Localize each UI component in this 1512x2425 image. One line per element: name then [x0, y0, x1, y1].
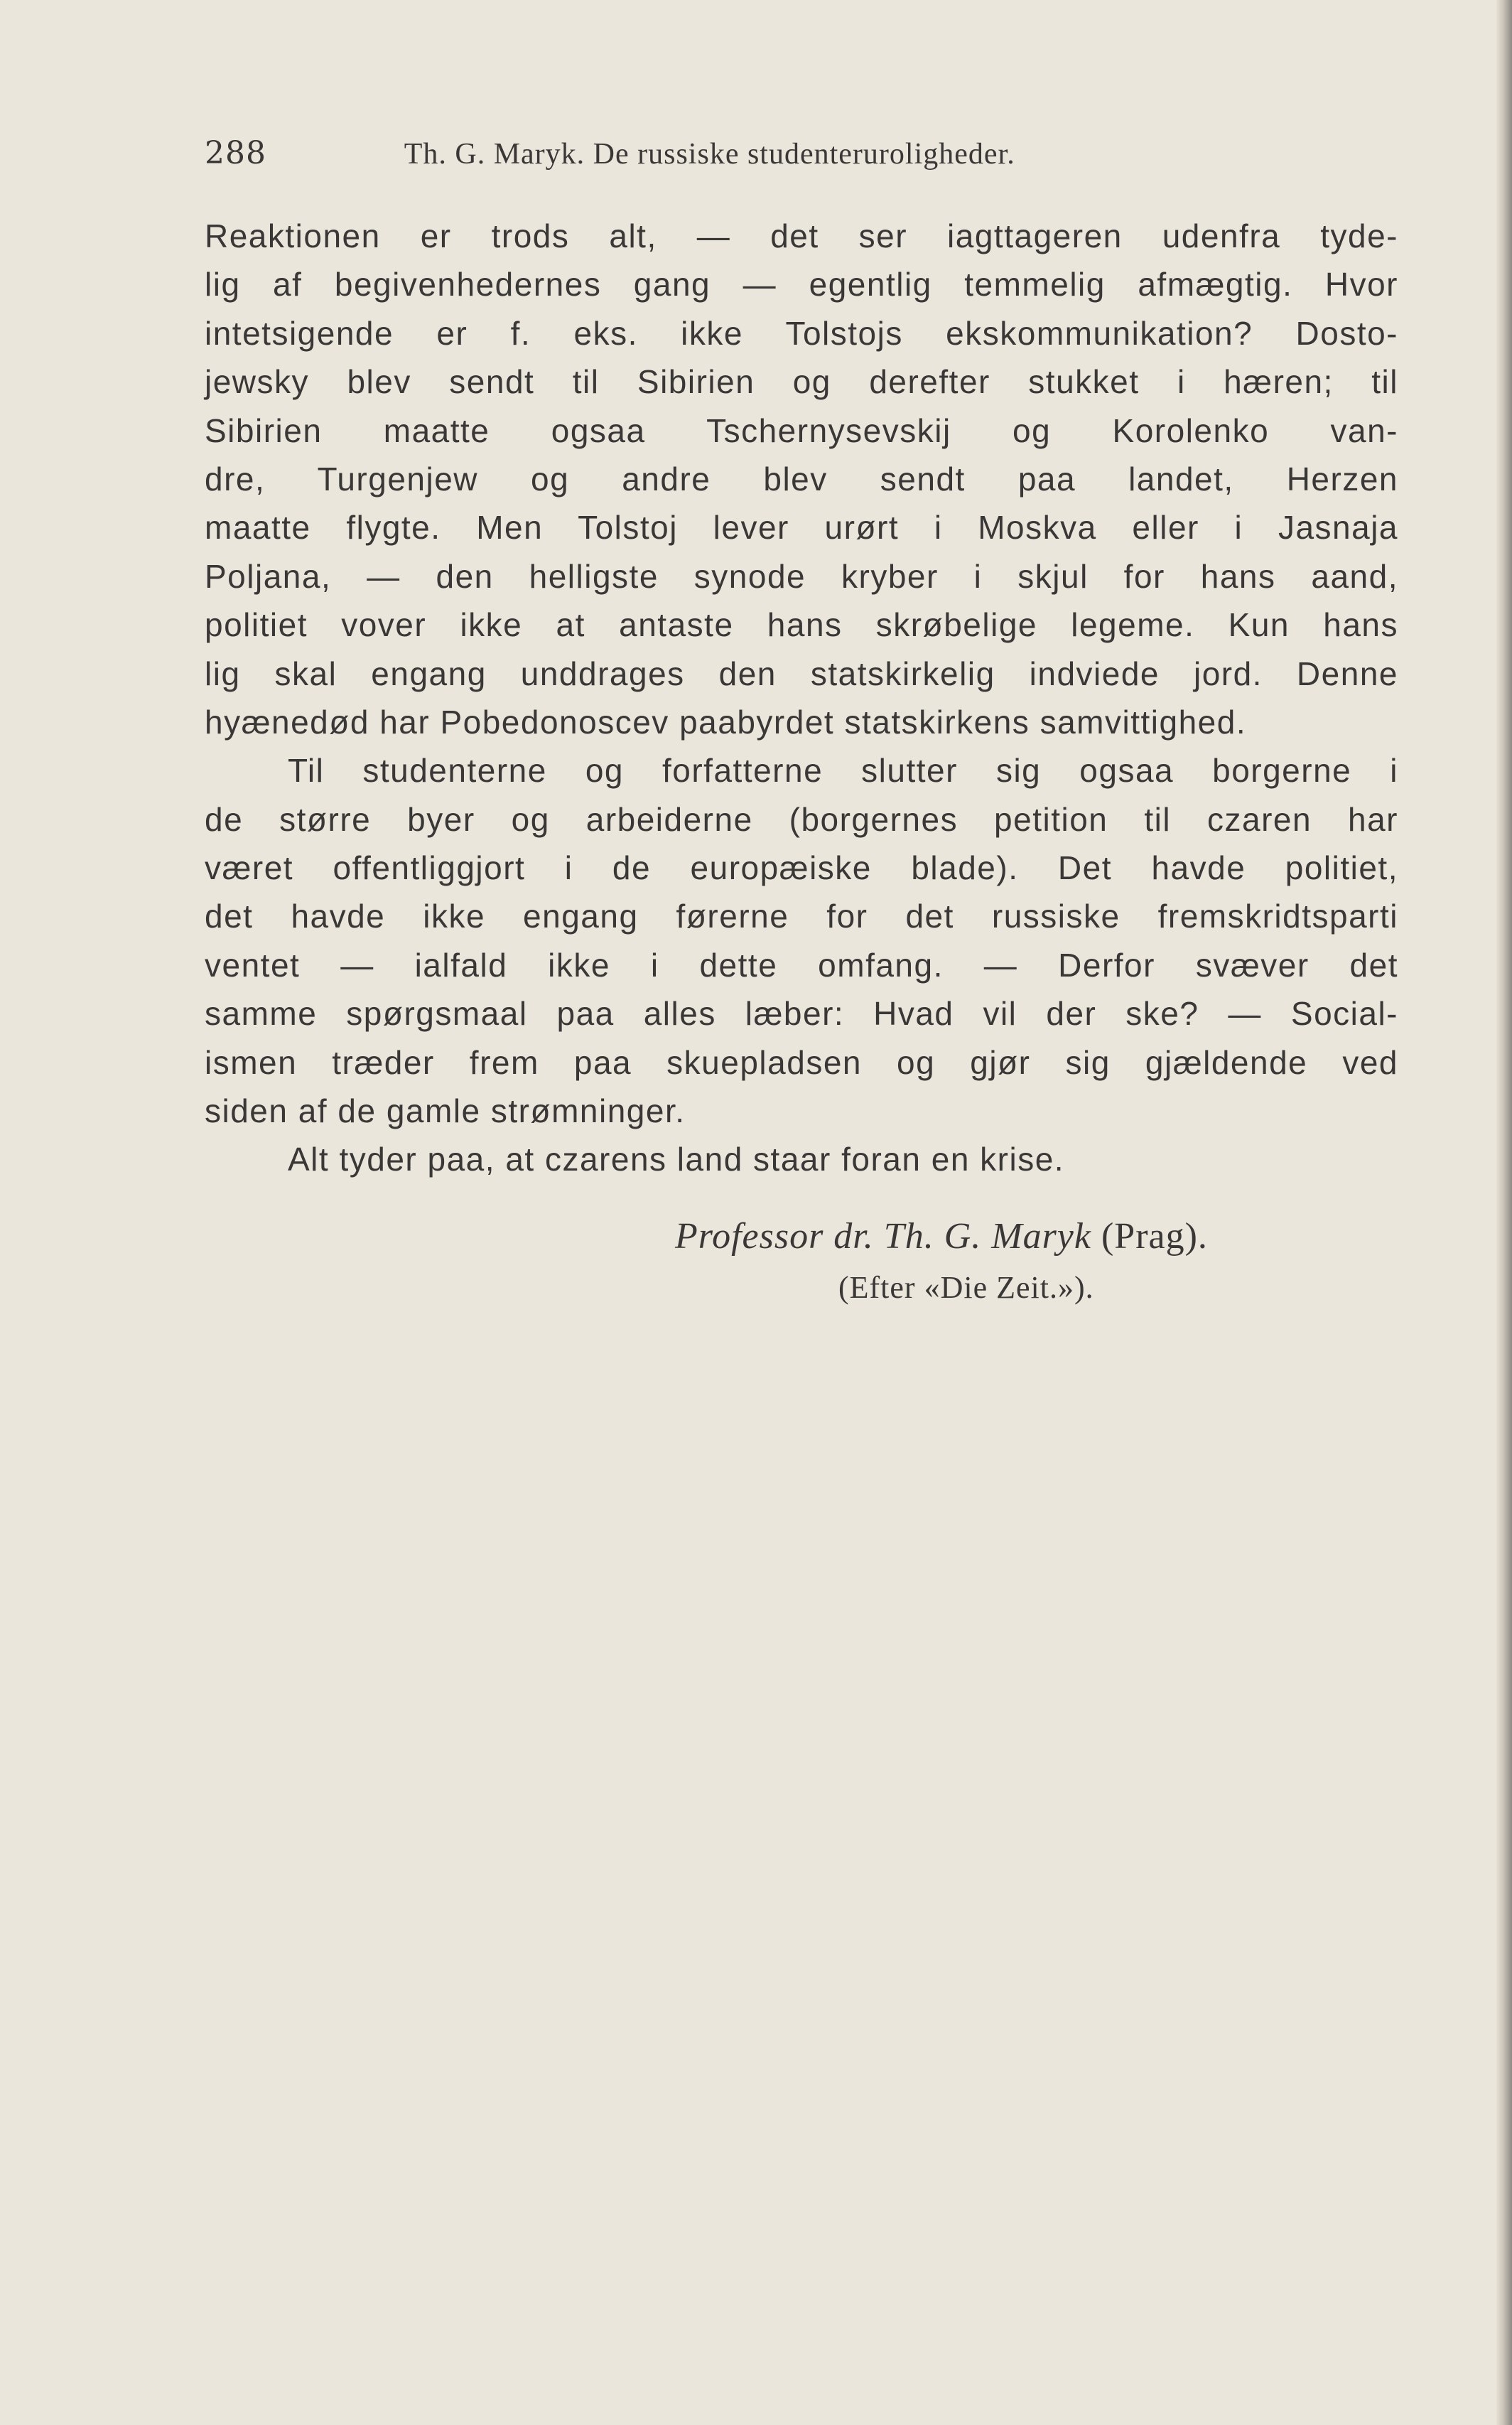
- running-head: [205, 135, 1398, 171]
- text-line: hyænedød har Pobedonoscev paabyrdet statskirkens samvittighed.: [205, 703, 1247, 741]
- text-line: samme spørgsmaal paa alles læber: Hvad vil der ske? — Social-: [205, 995, 1398, 1033]
- text-line: lig skal engang unddrages den statskirkelig indviede jord. Denne: [205, 655, 1398, 692]
- body-text: [205, 212, 1398, 1184]
- text-line: Reaktionen er trods alt, — det ser iagttageren udenfra tyde-: [205, 217, 1398, 254]
- text-line: det havde ikke engang førerne for det russiske fremskridtsparti: [205, 898, 1398, 935]
- text-line: ismen træder frem paa skuepladsen og gjør sig gjældende ved: [205, 1043, 1398, 1081]
- text-line: Til studenterne og forfatterne slutter sig ogsaa borgerne i: [288, 752, 1398, 790]
- text-line: Sibirien maatte ogsaa Tschernysevskij og Korolenko van-: [205, 412, 1398, 449]
- running-title: Th. G. Maryk. De russiske studenteruroligheder.: [404, 138, 1015, 171]
- page-number: 288: [205, 135, 266, 171]
- text-line: intetsigende er f. eks. ikke Tolstojs ekskommunikation? Dosto-: [205, 314, 1398, 352]
- page-edge-shadow: [1496, 0, 1512, 2425]
- text-line: lig af begivenhedernes gang — egentlig temmelig afmægtig. Hvor: [205, 266, 1398, 303]
- text-line: dre, Turgenjew og andre blev sendt paa landet, Herzen: [205, 460, 1398, 498]
- author-place: (Prag).: [1101, 1216, 1208, 1257]
- text-line: ventet — ialfald ikke i dette omfang. — Derfor svæver det: [205, 946, 1398, 984]
- text-line: de større byer og arbeiderne (borgernes petition til czaren har: [205, 800, 1398, 838]
- text-line: været offentliggjort i de europæiske blade). Det havde politiet,: [205, 849, 1398, 887]
- text-line: siden af de gamle strømninger.: [205, 1092, 686, 1130]
- text-line: maatte flygte. Men Tolstoj lever urørt i Moskva eller i Jasnaja: [205, 509, 1398, 547]
- text-line: Alt tyder paa, at czarens land staar foran en krise.: [288, 1141, 1065, 1178]
- source-note: (Efter «Die Zeit.»).: [838, 1270, 1094, 1305]
- author-signature: [675, 1215, 1208, 1257]
- text-line: Poljana, — den helligste synode kryber i skjul for hans aand,: [205, 557, 1398, 595]
- author-name: Professor dr. Th. G. Maryk: [675, 1216, 1091, 1257]
- text-line: politiet vover ikke at antaste hans skrøbelige legeme. Kun hans: [205, 606, 1398, 644]
- text-line: jewsky blev sendt til Sibirien og derefter stukket i hæren; til: [205, 363, 1398, 401]
